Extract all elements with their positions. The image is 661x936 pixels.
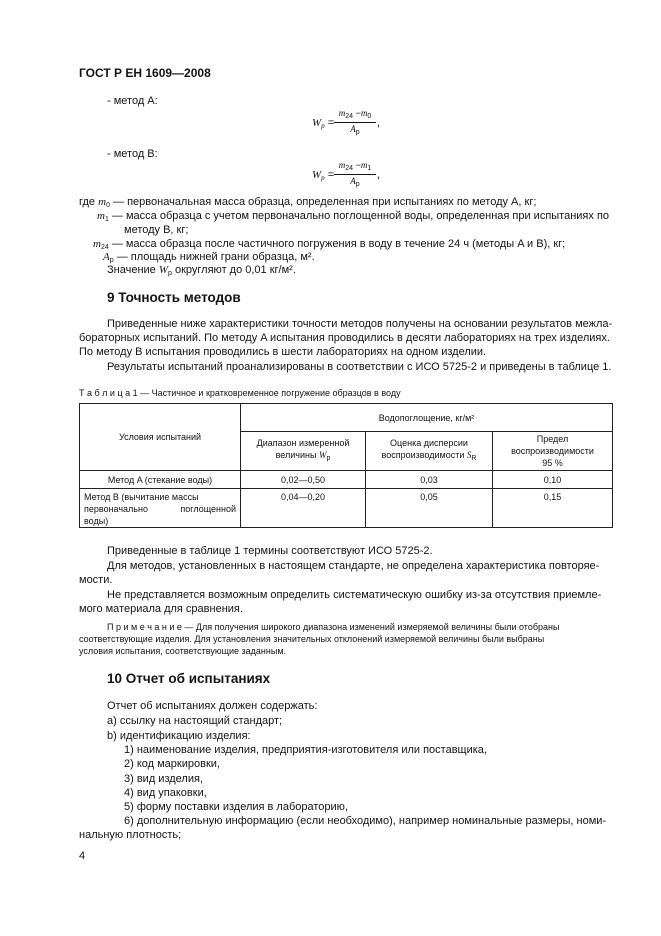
formula-b-tail: , [377,169,381,181]
after-table-p2-line2: мости. [79,574,113,586]
method-b-label: - метод B: [107,148,158,160]
list-item-6-line2: нальную плотность; [79,829,182,841]
section-9-p1-line2: бораторных испытаний. По методу A испытания проводились в десяти лабораториях на трех изделиях. [79,332,610,344]
section-9-p2: Результаты испытаний проанализированы в соответствии с ИСО 5725-2 и приведены в таблице 1. [107,361,612,373]
method-a-label: - метод A: [107,95,158,107]
table-row [80,489,613,528]
table-header-range: Диапазон измеренной величины $W_p$ [241,432,366,471]
table-cell-range: 0,04—0,20 [241,489,366,528]
document-header: ГОСТ Р ЕН 1609—2008 [79,66,211,80]
definition-m0: где $m_0$ — первоначальная масса образца, определенная при испытаниях по методу A, кг; [79,196,537,209]
table-row [80,471,613,489]
formula-a-tail: , [377,117,381,129]
list-item: 2) код маркировки, [124,758,220,770]
list-item: 5) форму поставки изделия в лабораторию, [124,801,348,813]
list-item: 4) вид упаковки, [124,787,207,799]
note-line1: П р и м е ч а н и е — Для получения широкого диапазона изменений измеряемой величины были отобраны [107,622,560,632]
list-item: 3) вид изделия, [124,773,203,785]
after-table-p3-line2: мого материала для сравнения. [79,603,243,615]
page-number: 4 [79,850,86,862]
definition-m1-cont: методу B, кг; [124,224,189,236]
section-9-heading: 9 Точность методов [107,290,241,305]
list-item-a: a) ссылку на настоящий стандарт; [107,715,283,727]
after-table-p2-line1: Для методов, установленных в настоящем стандарте, не определена характеристика повторяе- [107,560,600,572]
table-cell-condition: Метод A (стекание воды) [80,471,241,489]
section-9-p1-line1: Приведенные ниже характеристики точности методов получены на основании результатов межла- [107,318,613,330]
definition-ap: $A_p$ — площадь нижней грани образца, м². [103,251,315,264]
table-1-caption: Т а б л и ц а 1 — Частичное и кратковременное погружение образцов в воду [79,388,401,398]
list-item: 1) наименование изделия, предприятия-изготовителя или поставщика, [124,744,487,756]
formula-a-fraction: $\frac{m_{24} -m_0}{A_p}$ [334,108,376,139]
list-item-6-line1: 6) дополнительную информацию (если необходимо), например номинальные размеры, номи- [124,815,607,827]
list-item-b: b) идентификацию изделия: [107,730,251,742]
table-1 [79,403,613,528]
formula-a-lhs: $W_p$ = [312,117,335,130]
table-cell-limit: 0,15 [493,489,613,528]
after-table-p1: Приведенные в таблице 1 термины соответствуют ИСО 5725-2. [107,545,433,557]
table-cell-dispersion: 0,03 [366,471,493,489]
table-header-dispersion: Оценка дисперсии воспроизводимости $S_R$ [366,432,493,471]
note-line2: соответствующие изделия. Для установления значительных отклонений измеряемой величины были выбраны [79,634,545,644]
note-line3: условия испытания, соответствующие заданным. [79,646,287,656]
section-10-intro: Отчет об испытаниях должен содержать: [107,700,318,712]
rounding-note: Значение $W_p$ округляют до 0,01 кг/м². [107,264,296,277]
table-cell-limit: 0,10 [493,471,613,489]
formula-b-lhs: $W_p$ = [312,169,335,182]
table-cell-dispersion: 0,05 [366,489,493,528]
table-header-limit: Предел воспроизводимости 95 % [493,432,613,471]
after-table-p3-line1: Не представляется возможным определить систематическую ошибку из-за отсутствия приемле- [107,589,602,601]
formula-b-fraction: $\frac{m_{24} -m_1}{A_p}$ [334,160,376,191]
definition-m1: $m_1$ — масса образца с учетом первоначально поглощенной воды, определенная при испытаниях по [97,210,610,223]
definition-m24: $m_{24}$ — масса образца после частичного погружения в воду в течение 24 ч (методы A и B), кг; [93,238,566,251]
table-cell-range: 0,02—0,50 [241,471,366,489]
section-10-heading: 10 Отчет об испытаниях [107,671,271,686]
table-cell-condition: Метод B (вычитание массы первоначально поглощенной воды) [80,489,241,528]
section-9-p1-line3: По методу B испытания проводились в шести лабораториях на одном изделии. [79,346,487,358]
table-header-water-absorption: Водопоглощение, кг/м² [241,404,613,432]
table-header-conditions: Условия испытаний [80,404,241,471]
